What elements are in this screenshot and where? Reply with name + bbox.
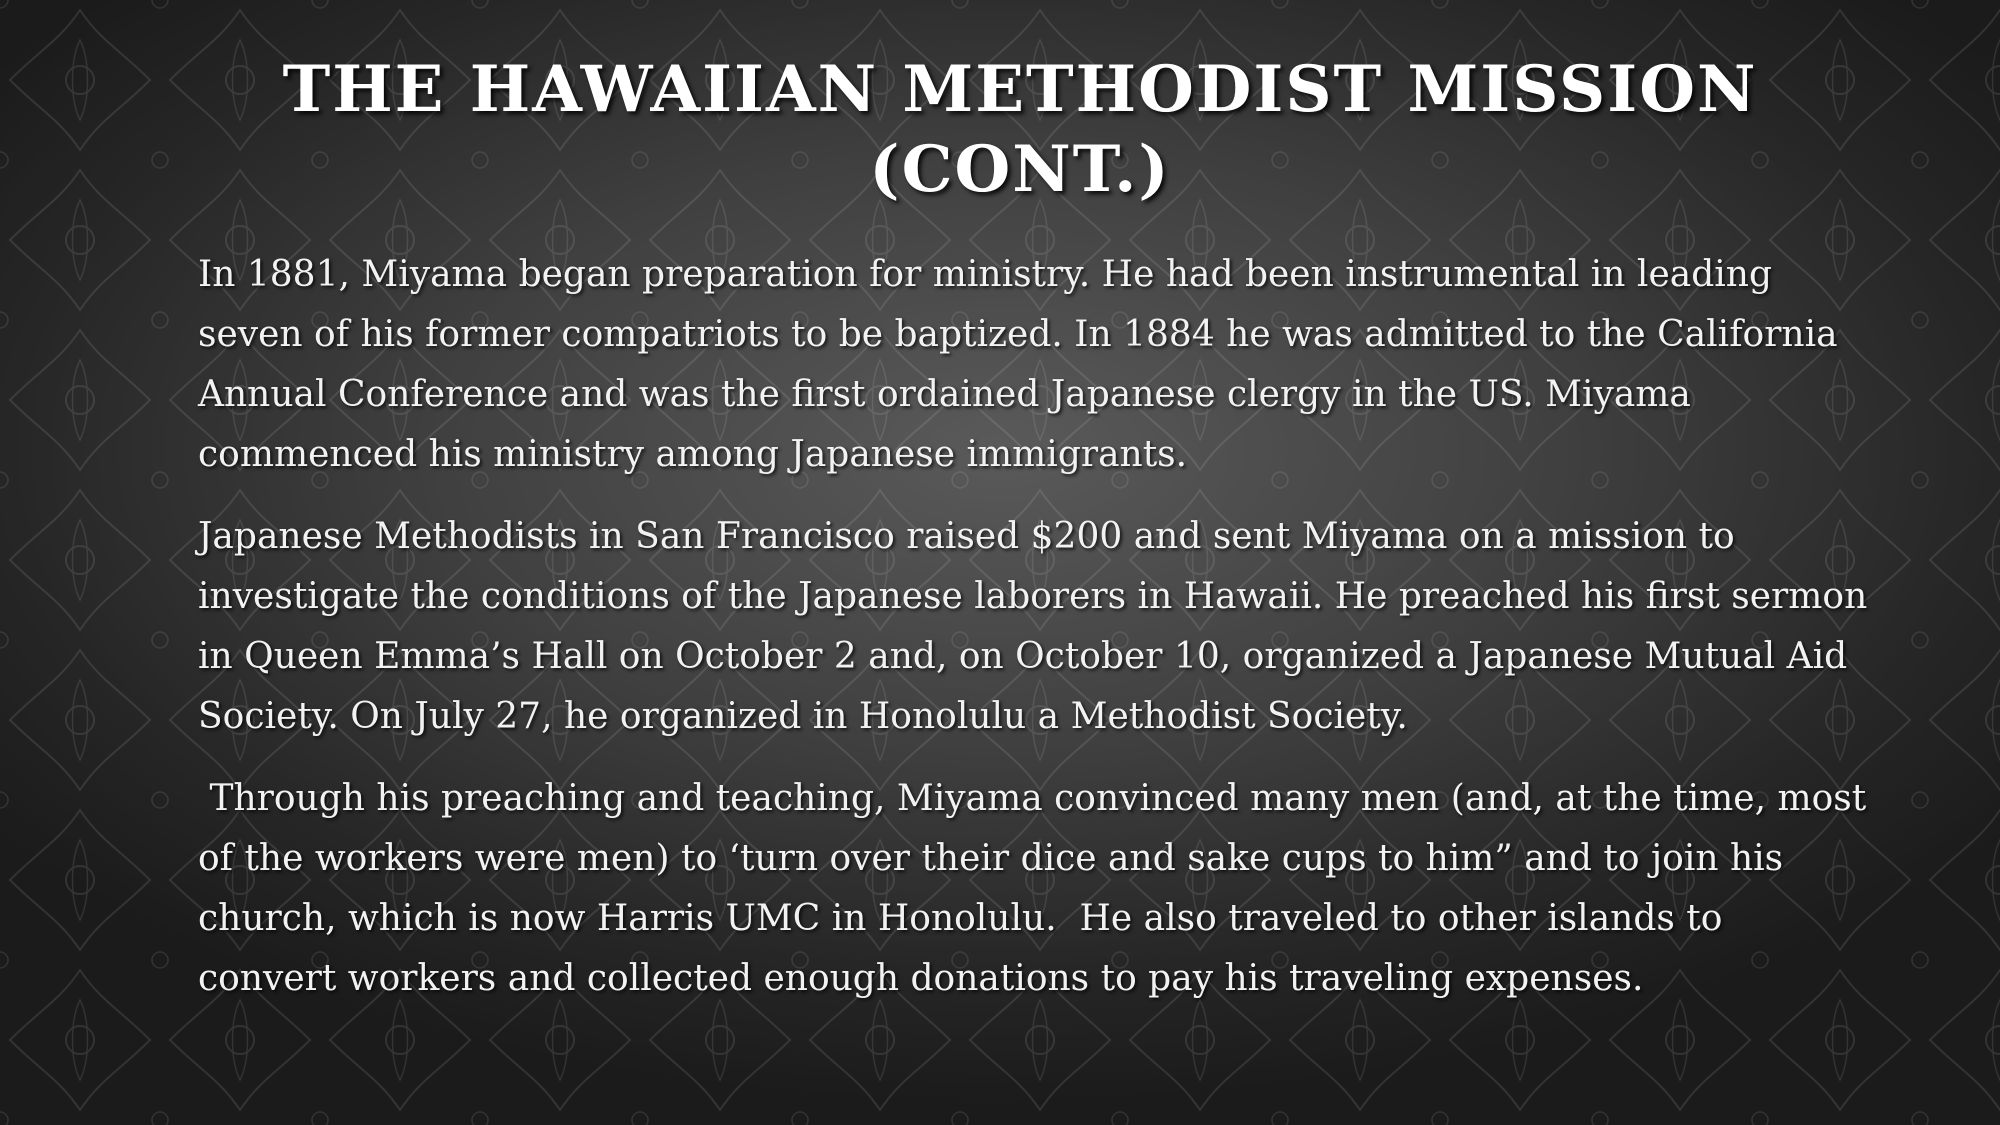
slide-body — [198, 245, 1878, 1031]
slide-title — [200, 50, 1840, 210]
slide-title-line-2: (CONT.) — [869, 132, 1171, 207]
slide-title-line-1: THE HAWAIIAN METHODIST MISSION — [282, 52, 1758, 127]
paragraph-3: Through his preaching and teaching, Miyama convinced many men (and, at the time, most of the workers were men) to ‘turn over their dice and sake cups to him” and to join his church, which is now Harris UMC in Honolulu. He also traveled to other islands to convert workers and collected enough donations to pay his traveling expenses. — [198, 778, 1878, 999]
paragraph-1: In 1881, Miyama began preparation for ministry. He had been instrumental in leading seven of his former compatriots to be baptized. In 1884 he was admitted to the California Annual Conference and was the first ordained Japanese clergy in the US. Miyama commenced his ministry among Japanese immigrants. — [198, 254, 1838, 475]
paragraph-2: Japanese Methodists in San Francisco raised $200 and sent Miyama on a mission to investigate the conditions of the Japanese laborers in Hawaii. He preached his first sermon in Queen Emma’s Hall on October 2 and, on October 10, organized a Japanese Mutual Aid Society. On July 27, he organized in Honolulu a Methodist Society. — [198, 516, 1868, 737]
